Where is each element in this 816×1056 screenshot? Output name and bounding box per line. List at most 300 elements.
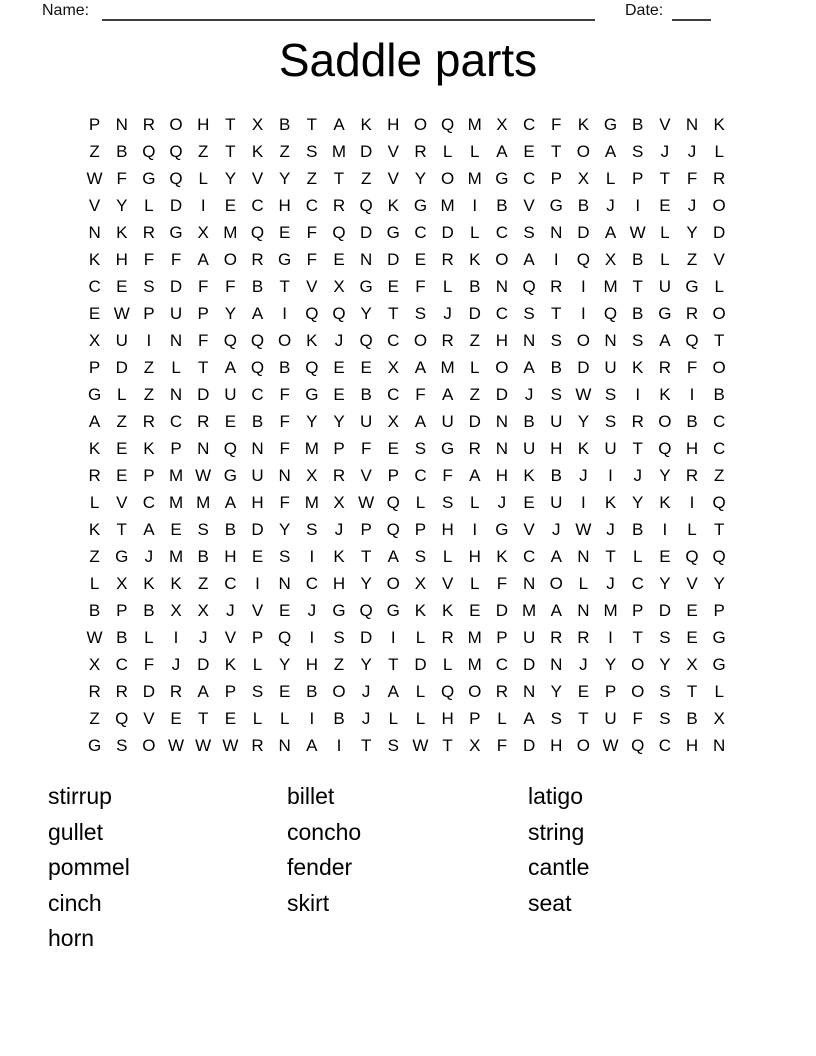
grid-cell: S bbox=[604, 411, 617, 431]
grid-cell: L bbox=[714, 681, 724, 701]
grid-cell: Y bbox=[686, 222, 698, 242]
grid-cell: K bbox=[88, 249, 101, 269]
grid-cell: Q bbox=[522, 276, 536, 296]
grid-cell: L bbox=[578, 573, 589, 593]
grid-cell: Q bbox=[359, 195, 373, 215]
grid-cell: L bbox=[470, 141, 480, 161]
grid-row bbox=[81, 219, 733, 246]
grid-cell: J bbox=[226, 600, 235, 620]
grid-cell: R bbox=[441, 249, 454, 269]
grid-cell: T bbox=[713, 519, 725, 539]
grid-cell: L bbox=[279, 708, 290, 728]
grid-cell: M bbox=[467, 114, 482, 134]
grid-cell: E bbox=[686, 600, 698, 620]
grid-cell: G bbox=[712, 627, 726, 647]
grid-cell: R bbox=[169, 681, 183, 701]
grid-row bbox=[81, 273, 733, 300]
grid-cell: U bbox=[169, 303, 183, 323]
grid-cell: M bbox=[603, 276, 618, 296]
grid-cell: S bbox=[306, 141, 318, 161]
grid-cell: A bbox=[197, 681, 209, 701]
grid-cell: H bbox=[197, 114, 210, 134]
grid-cell: J bbox=[579, 654, 588, 674]
grid-cell: E bbox=[469, 600, 481, 620]
grid-cell: O bbox=[169, 114, 183, 134]
grid-cell: S bbox=[632, 330, 644, 350]
grid-cell: C bbox=[522, 114, 536, 134]
grid-cell: A bbox=[414, 411, 427, 431]
grid-cell: L bbox=[660, 249, 670, 269]
grid-cell: K bbox=[713, 114, 725, 134]
grid-cell: F bbox=[632, 708, 643, 728]
grid-cell: G bbox=[495, 519, 509, 539]
grid-cell: Q bbox=[305, 303, 319, 323]
grid-cell: G bbox=[305, 384, 319, 404]
grid-cell: O bbox=[142, 735, 156, 755]
grid-cell: M bbox=[603, 600, 618, 620]
grid-cell: B bbox=[251, 276, 264, 296]
grid-cell: O bbox=[631, 681, 645, 701]
grid-cell: G bbox=[142, 168, 156, 188]
grid-cell: S bbox=[550, 708, 562, 728]
word-item: cinch bbox=[48, 889, 102, 916]
grid-cell: P bbox=[360, 519, 372, 539]
grid-cell: Z bbox=[198, 573, 209, 593]
grid-cell: Q bbox=[685, 546, 699, 566]
grid-cell: L bbox=[171, 357, 181, 377]
grid-cell: E bbox=[387, 276, 399, 296]
name-label: Name: bbox=[42, 2, 90, 19]
grid-cell: K bbox=[469, 249, 481, 269]
grid-cell: D bbox=[197, 384, 210, 404]
grid-row bbox=[81, 516, 733, 543]
word-list-column-3 bbox=[528, 779, 589, 921]
grid-cell: W bbox=[575, 384, 592, 404]
grid-cell: R bbox=[332, 465, 346, 485]
grid-cell: Q bbox=[305, 357, 319, 377]
grid-cell: X bbox=[170, 600, 182, 620]
grid-cell: Q bbox=[223, 330, 237, 350]
grid-cell: K bbox=[143, 573, 155, 593]
grid-cell: V bbox=[116, 492, 128, 512]
grid-cell: G bbox=[87, 735, 102, 755]
grid-cell: J bbox=[633, 465, 642, 485]
grid-cell: K bbox=[387, 195, 399, 215]
word-item: pommel bbox=[48, 854, 130, 881]
grid-cell: R bbox=[142, 222, 156, 242]
grid-cell: P bbox=[604, 681, 617, 701]
grid-cell: G bbox=[712, 654, 726, 674]
grid-cell: B bbox=[333, 708, 345, 728]
word-item: concho bbox=[287, 818, 362, 845]
grid-cell: S bbox=[604, 384, 617, 404]
grid-cell: L bbox=[632, 546, 643, 566]
grid-cell: J bbox=[524, 384, 534, 404]
grid-cell: B bbox=[632, 114, 644, 134]
grid-row bbox=[81, 300, 733, 327]
grid-cell: R bbox=[468, 438, 481, 458]
grid-cell: Q bbox=[631, 735, 645, 755]
grid-cell: F bbox=[225, 276, 236, 296]
grid-cell: P bbox=[387, 465, 399, 485]
word-item: fender bbox=[287, 854, 353, 881]
grid-row bbox=[81, 651, 733, 678]
grid-cell: A bbox=[143, 519, 155, 539]
grid-cell: M bbox=[196, 492, 211, 512]
grid-cell: T bbox=[605, 546, 616, 566]
grid-cell: Z bbox=[89, 708, 100, 728]
grid-cell: F bbox=[306, 249, 318, 269]
grid-cell: P bbox=[496, 627, 508, 647]
grid-cell: N bbox=[197, 438, 210, 458]
grid-cell: O bbox=[712, 303, 726, 323]
grid-cell: I bbox=[581, 492, 586, 512]
grid-cell: Y bbox=[333, 411, 345, 431]
grid-cell: Y bbox=[279, 168, 291, 188]
grid-cell: G bbox=[386, 600, 400, 620]
grid-cell: B bbox=[686, 411, 698, 431]
grid-cell: G bbox=[87, 384, 102, 404]
grid-cell: G bbox=[332, 600, 346, 620]
grid-cell: A bbox=[197, 249, 209, 269]
worksheet-header bbox=[0, 0, 816, 28]
grid-cell: K bbox=[414, 600, 427, 620]
grid-cell: C bbox=[305, 195, 318, 215]
grid-cell: E bbox=[659, 195, 671, 215]
word-item: cantle bbox=[528, 854, 590, 881]
grid-cell: Z bbox=[306, 168, 318, 188]
grid-cell: Y bbox=[360, 654, 372, 674]
grid-row bbox=[81, 192, 733, 219]
grid-cell: E bbox=[116, 276, 128, 296]
grid-cell: W bbox=[358, 492, 375, 512]
grid-cell: P bbox=[116, 600, 128, 620]
grid-cell: N bbox=[278, 735, 291, 755]
grid-cell: I bbox=[553, 249, 559, 269]
grid-cell: P bbox=[632, 600, 644, 620]
grid-cell: E bbox=[279, 681, 291, 701]
grid-cell: D bbox=[495, 384, 509, 404]
grid-cell: S bbox=[197, 519, 209, 539]
grid-cell: Q bbox=[223, 438, 237, 458]
grid-cell: I bbox=[662, 519, 668, 539]
grid-cell: D bbox=[251, 519, 264, 539]
grid-cell: V bbox=[659, 114, 671, 134]
grid-cell: I bbox=[146, 330, 152, 350]
grid-cell: R bbox=[658, 357, 671, 377]
grid-cell: D bbox=[522, 654, 536, 674]
grid-cell: S bbox=[251, 681, 264, 701]
grid-cell: R bbox=[142, 411, 156, 431]
grid-cell: T bbox=[333, 168, 345, 188]
grid-cell: F bbox=[143, 654, 155, 674]
grid-cell: N bbox=[169, 384, 183, 404]
grid-cell: A bbox=[659, 330, 671, 350]
grid-cell: G bbox=[115, 546, 129, 566]
grid-cell: X bbox=[116, 573, 128, 593]
grid-cell: C bbox=[305, 573, 318, 593]
grid-cell: C bbox=[387, 384, 400, 404]
grid-cell: J bbox=[361, 681, 371, 701]
grid-cell: N bbox=[495, 276, 509, 296]
grid-cell: D bbox=[360, 222, 373, 242]
grid-cell: Y bbox=[659, 654, 671, 674]
grid-cell: I bbox=[581, 303, 586, 323]
grid-cell: J bbox=[171, 654, 181, 674]
grid-cell: D bbox=[197, 654, 210, 674]
grid-cell: I bbox=[390, 627, 396, 647]
grid-cell: G bbox=[440, 438, 455, 458]
grid-cell: B bbox=[469, 276, 481, 296]
grid-cell: E bbox=[279, 600, 291, 620]
grid-cell: B bbox=[550, 465, 562, 485]
grid-cell: L bbox=[117, 384, 127, 404]
grid-cell: J bbox=[579, 465, 588, 485]
grid-cell: A bbox=[604, 141, 617, 161]
grid-cell: C bbox=[495, 654, 509, 674]
grid-cell: R bbox=[685, 465, 699, 485]
grid-cell: J bbox=[334, 330, 344, 350]
grid-cell: L bbox=[714, 141, 724, 161]
grid-cell: F bbox=[415, 384, 426, 404]
grid-cell: P bbox=[251, 627, 264, 647]
grid-cell: D bbox=[468, 411, 481, 431]
grid-cell: C bbox=[251, 195, 264, 215]
grid-cell: K bbox=[224, 654, 237, 674]
grid-cell: P bbox=[414, 519, 427, 539]
grid-cell: S bbox=[659, 627, 671, 647]
grid-cell: M bbox=[331, 141, 347, 161]
grid-cell: F bbox=[170, 249, 182, 269]
grid-cell: Y bbox=[632, 492, 644, 512]
grid-row bbox=[81, 462, 733, 489]
grid-cell: B bbox=[496, 195, 508, 215]
grid-cell: C bbox=[414, 465, 427, 485]
grid-cell: Z bbox=[89, 141, 100, 161]
grid-cell: N bbox=[495, 438, 509, 458]
grid-cell: J bbox=[497, 492, 507, 512]
grid-cell: W bbox=[222, 735, 239, 755]
grid-cell: R bbox=[115, 681, 128, 701]
grid-cell: U bbox=[550, 492, 563, 512]
grid-cell: H bbox=[224, 546, 237, 566]
grid-cell: B bbox=[577, 195, 590, 215]
grid-cell: V bbox=[686, 573, 698, 593]
grid-cell: S bbox=[387, 735, 399, 755]
grid-cell: I bbox=[472, 195, 478, 215]
grid-cell: T bbox=[279, 276, 290, 296]
grid-cell: L bbox=[89, 492, 100, 512]
grid-cell: S bbox=[306, 519, 318, 539]
grid-cell: N bbox=[550, 222, 563, 242]
grid-cell: N bbox=[169, 330, 183, 350]
grid-cell: L bbox=[605, 168, 616, 188]
date-blank-line bbox=[672, 0, 711, 21]
grid-cell: W bbox=[412, 735, 429, 755]
grid-cell: B bbox=[686, 708, 698, 728]
grid-cell: F bbox=[279, 411, 290, 431]
grid-cell: Y bbox=[224, 303, 237, 323]
grid-cell: R bbox=[197, 411, 210, 431]
grid-cell: O bbox=[576, 735, 590, 755]
grid-cell: K bbox=[604, 492, 617, 512]
grid-cell: G bbox=[359, 276, 373, 296]
word-item: billet bbox=[287, 783, 335, 809]
grid-cell: Q bbox=[359, 600, 373, 620]
grid-cell: T bbox=[713, 330, 725, 350]
grid-cell: E bbox=[170, 708, 182, 728]
grid-cell: G bbox=[169, 222, 183, 242]
grid-cell: X bbox=[496, 114, 508, 134]
grid-cell: D bbox=[387, 249, 400, 269]
grid-cell: F bbox=[415, 276, 426, 296]
grid-cell: U bbox=[604, 438, 617, 458]
word-item: latigo bbox=[528, 783, 583, 809]
grid-row bbox=[81, 570, 733, 597]
grid-cell: X bbox=[333, 276, 345, 296]
grid-cell: Y bbox=[659, 573, 671, 593]
grid-cell: Z bbox=[469, 330, 480, 350]
grid-cell: N bbox=[522, 573, 536, 593]
grid-cell: L bbox=[252, 708, 263, 728]
grid-cell: M bbox=[440, 357, 455, 377]
grid-cell: B bbox=[523, 411, 535, 431]
grid-cell: W bbox=[195, 465, 212, 485]
grid-cell: Y bbox=[306, 411, 318, 431]
grid-cell: I bbox=[608, 627, 613, 647]
grid-cell: O bbox=[386, 573, 400, 593]
grid-cell: S bbox=[414, 303, 427, 323]
grid-cell: I bbox=[635, 384, 641, 404]
grid-cell: R bbox=[441, 627, 454, 647]
grid-cell: I bbox=[309, 627, 315, 647]
grid-cell: N bbox=[115, 114, 128, 134]
grid-cell: Q bbox=[169, 168, 183, 188]
grid-cell: O bbox=[332, 681, 346, 701]
grid-cell: O bbox=[495, 357, 509, 377]
grid-cell: O bbox=[712, 357, 726, 377]
grid-cell: F bbox=[442, 465, 453, 485]
grid-cell: U bbox=[441, 411, 454, 431]
grid-cell: N bbox=[685, 114, 699, 134]
grid-cell: T bbox=[442, 735, 453, 755]
grid-cell: S bbox=[523, 303, 535, 323]
grid-cell: W bbox=[602, 735, 619, 755]
grid-cell: T bbox=[551, 141, 562, 161]
grid-cell: K bbox=[496, 546, 508, 566]
grid-cell: H bbox=[441, 519, 454, 539]
grid-cell: K bbox=[143, 438, 155, 458]
grid-cell: B bbox=[116, 627, 128, 647]
grid-cell: H bbox=[251, 492, 264, 512]
grid-cell: Z bbox=[279, 141, 290, 161]
grid-cell: P bbox=[632, 168, 644, 188]
grid-cell: O bbox=[278, 330, 292, 350]
grid-cell: N bbox=[713, 735, 726, 755]
grid-cell: H bbox=[495, 330, 509, 350]
grid-cell: Q bbox=[250, 330, 265, 350]
grid-cell: X bbox=[414, 573, 427, 593]
grid-cell: D bbox=[142, 681, 156, 701]
grid-cell: P bbox=[333, 438, 345, 458]
grid-row bbox=[81, 435, 733, 462]
grid-cell: O bbox=[413, 330, 428, 350]
grid-cell: T bbox=[360, 546, 372, 566]
grid-row bbox=[81, 624, 733, 651]
grid-cell: Q bbox=[332, 222, 346, 242]
grid-cell: R bbox=[577, 627, 590, 647]
grid-cell: D bbox=[468, 303, 481, 323]
grid-cell: U bbox=[360, 411, 373, 431]
grid-cell: R bbox=[631, 411, 644, 431]
grid-cell: A bbox=[251, 303, 264, 323]
grid-cell: D bbox=[441, 222, 454, 242]
grid-cell: L bbox=[470, 357, 480, 377]
grid-cell: T bbox=[225, 141, 236, 161]
grid-cell: K bbox=[333, 546, 345, 566]
grid-cell: Q bbox=[440, 681, 455, 701]
grid-cell: L bbox=[687, 519, 697, 539]
grid-cell: C bbox=[88, 276, 101, 296]
grid-cell: H bbox=[305, 654, 318, 674]
grid-cell: J bbox=[606, 519, 615, 539]
grid-cell: R bbox=[441, 330, 454, 350]
grid-cell: X bbox=[469, 735, 481, 755]
grid-cell: T bbox=[578, 708, 589, 728]
grid-cell: U bbox=[658, 276, 671, 296]
grid-cell: F bbox=[496, 735, 508, 755]
grid-cell: T bbox=[659, 168, 671, 188]
grid-cell: S bbox=[550, 384, 562, 404]
grid-cell: O bbox=[549, 573, 563, 593]
grid-cell: Z bbox=[198, 141, 209, 161]
grid-cell: F bbox=[143, 249, 155, 269]
grid-cell: X bbox=[88, 654, 101, 674]
grid-cell: Q bbox=[658, 438, 672, 458]
grid-cell: K bbox=[659, 492, 671, 512]
grid-cell: R bbox=[88, 681, 101, 701]
grid-cell: S bbox=[523, 222, 535, 242]
grid-cell: L bbox=[442, 546, 453, 566]
grid-cell: D bbox=[713, 222, 726, 242]
grid-cell: V bbox=[387, 168, 399, 188]
grid-cell: U bbox=[604, 357, 617, 377]
grid-cell: E bbox=[333, 384, 345, 404]
grid-cell: H bbox=[685, 438, 699, 458]
grid-cell: L bbox=[415, 681, 426, 701]
grid-cell: Y bbox=[550, 681, 562, 701]
grid-cell: N bbox=[522, 330, 536, 350]
grid-cell: Q bbox=[386, 519, 400, 539]
grid-cell: J bbox=[307, 600, 317, 620]
grid-cell: Y bbox=[659, 465, 671, 485]
grid-cell: Q bbox=[386, 492, 400, 512]
grid-cell: Q bbox=[712, 492, 726, 512]
grid-cell: P bbox=[88, 114, 101, 134]
grid-cell: U bbox=[522, 438, 536, 458]
grid-cell: V bbox=[387, 141, 399, 161]
grid-cell: I bbox=[635, 195, 641, 215]
grid-cell: S bbox=[659, 681, 671, 701]
grid-cell: Z bbox=[143, 384, 155, 404]
grid-cell: Q bbox=[576, 249, 590, 269]
grid-cell: Y bbox=[360, 303, 372, 323]
grid-cell: T bbox=[388, 654, 399, 674]
grid-cell: N bbox=[278, 573, 291, 593]
grid-cell: E bbox=[659, 546, 671, 566]
grid-row bbox=[81, 165, 733, 192]
grid-cell: F bbox=[551, 114, 562, 134]
